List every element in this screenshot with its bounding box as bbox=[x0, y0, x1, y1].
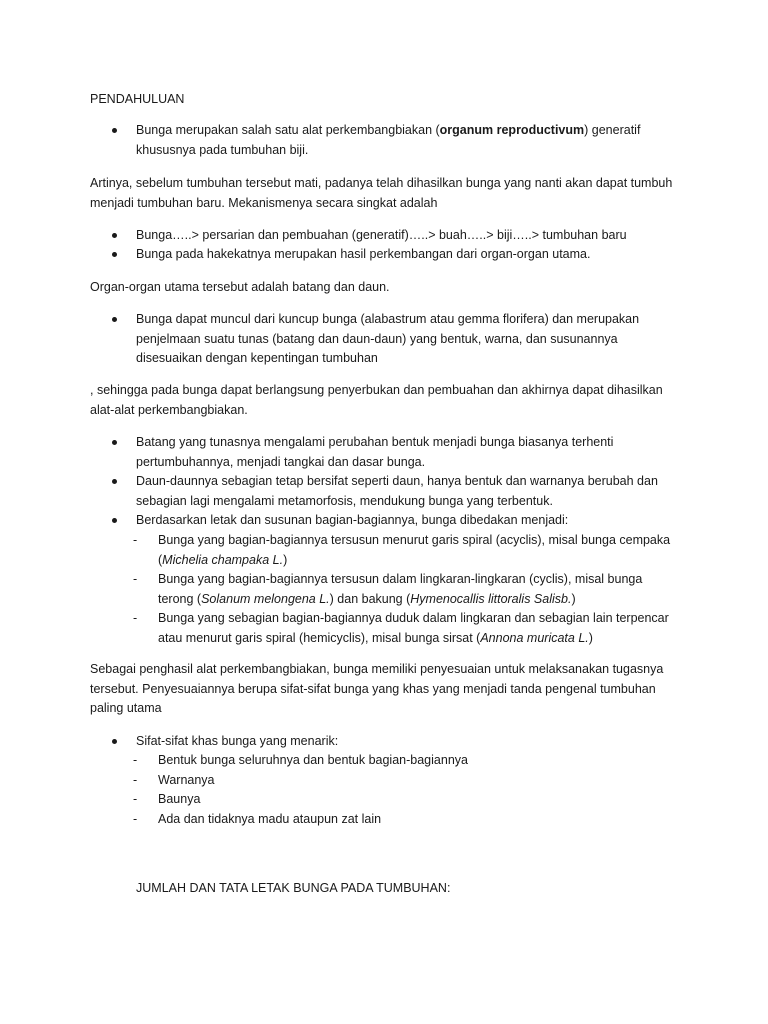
sub-item-5: Warnanya bbox=[158, 773, 215, 787]
sub-item-4: Bentuk bunga seluruhnya dan bentuk bagian-bagiannya bbox=[158, 753, 468, 767]
bullet-item-3: Bunga pada hakekatnya merupakan hasil perkembangan dari organ-organ utama. bbox=[136, 247, 591, 261]
bullet-item-2: Bunga…..> persarian dan pembuahan (generatif)…..> buah…..> biji…..> tumbuhan baru bbox=[136, 228, 627, 242]
dash-marker: - bbox=[133, 572, 138, 586]
sub-item-1 bbox=[158, 531, 678, 570]
bullet-item-4: Bunga dapat muncul dari kuncup bunga (alabastrum atau gemma florifera) dan merupakan penjelmaan suatu tunas (batang dan daun-daun) yang bentuk, warna, dan susunannya disesuaikan dengan kepentingan tumbuhan bbox=[136, 312, 640, 366]
section-heading: PENDAHULUAN bbox=[90, 92, 185, 106]
bullet-item-7: Berdasarkan letak dan susunan bagian-bagiannya, bunga dibedakan menjadi: bbox=[136, 513, 569, 527]
bullet-item-1 bbox=[136, 121, 676, 160]
sub-item-text: ) bbox=[571, 591, 576, 606]
sub-item-text: ) bbox=[588, 630, 593, 645]
dash-marker: - bbox=[133, 812, 138, 826]
dash-marker: - bbox=[133, 792, 138, 806]
sub-item-text: Bunga yang bagian-bagiannya tersusun dalam lingkaran-lingkaran (cyclis), misal bunga terong ( bbox=[158, 572, 643, 606]
sub-item-text: ) dan bakung ( bbox=[329, 591, 411, 606]
dash-marker: - bbox=[133, 773, 138, 787]
bullet-text: ) generatif khususnya pada tumbuhan biji. bbox=[136, 123, 641, 157]
paragraph-2: Organ-organ utama tersebut adalah batang dan daun. bbox=[90, 280, 390, 294]
sub-item-6: Baunya bbox=[158, 792, 201, 806]
dash-marker: - bbox=[133, 533, 138, 547]
paragraph-1: Artinya, sebelum tumbuhan tersebut mati, padanya telah dihasilkan bunga yang nanti akan dapat tumbuh menjadi tumbuhan baru. Mekanismenya secara singkat adalah bbox=[90, 176, 673, 210]
italic-species: Solanum melongena L. bbox=[201, 591, 330, 606]
sub-item-text: ) bbox=[283, 552, 288, 567]
bullet-item-6: Daun-daunnya sebagian tetap bersifat seperti daun, hanya bentuk dan warnanya berubah dan sebagian lagi mengalami metamorfosis, mendukung bunga yang terbentuk. bbox=[136, 474, 658, 508]
paragraph-4: Sebagai penghasil alat perkembangbiakan, bunga memiliki penyesuaian untuk melaksanakan tugasnya tersebut. Penyesuaiannya berupa sifat-sifat bunga yang khas yang menjadi tanda pengenal tumbuhan paling utama bbox=[90, 662, 664, 716]
bullet-item-8: Sifat-sifat khas bunga yang menarik: bbox=[136, 734, 339, 748]
bullet-text: Bunga merupakan salah satu alat perkembangbiakan ( bbox=[136, 123, 440, 137]
bold-term: organum reproductivum bbox=[439, 123, 585, 137]
italic-species: Annona muricata L. bbox=[480, 630, 589, 645]
sub-item-text: Bunga yang bagian-bagiannya tersusun menurut garis spiral (acyclis), misal bunga cempaka ( bbox=[158, 533, 671, 567]
dash-marker: - bbox=[133, 753, 138, 767]
paragraph-3: , sehingga pada bunga dapat berlangsung penyerbukan dan pembuahan dan akhirnya dapat dihasilkan alat-alat perkembangbiakan. bbox=[90, 383, 663, 417]
sub-item-3 bbox=[158, 609, 678, 648]
sub-item-text: Bunga yang sebagian bagian-bagiannya duduk dalam lingkaran dan sebagian lain terpencar atau menurut garis spiral (hemicyclis), misal bunga sirsat ( bbox=[158, 611, 669, 645]
italic-species: Michelia champaka L. bbox=[162, 552, 284, 567]
bullet-item-5: Batang yang tunasnya mengalami perubahan bentuk menjadi bunga biasanya terhenti pertumbuhannya, menjadi tangkai dan dasar bunga. bbox=[136, 435, 614, 469]
italic-species: Hymenocallis littoralis Salisb. bbox=[410, 591, 572, 606]
dash-marker: - bbox=[133, 611, 138, 625]
sub-item-7: Ada dan tidaknya madu ataupun zat lain bbox=[158, 812, 382, 826]
sub-item-2 bbox=[158, 570, 678, 609]
section-heading-2: JUMLAH DAN TATA LETAK BUNGA PADA TUMBUHAN: bbox=[136, 880, 451, 895]
